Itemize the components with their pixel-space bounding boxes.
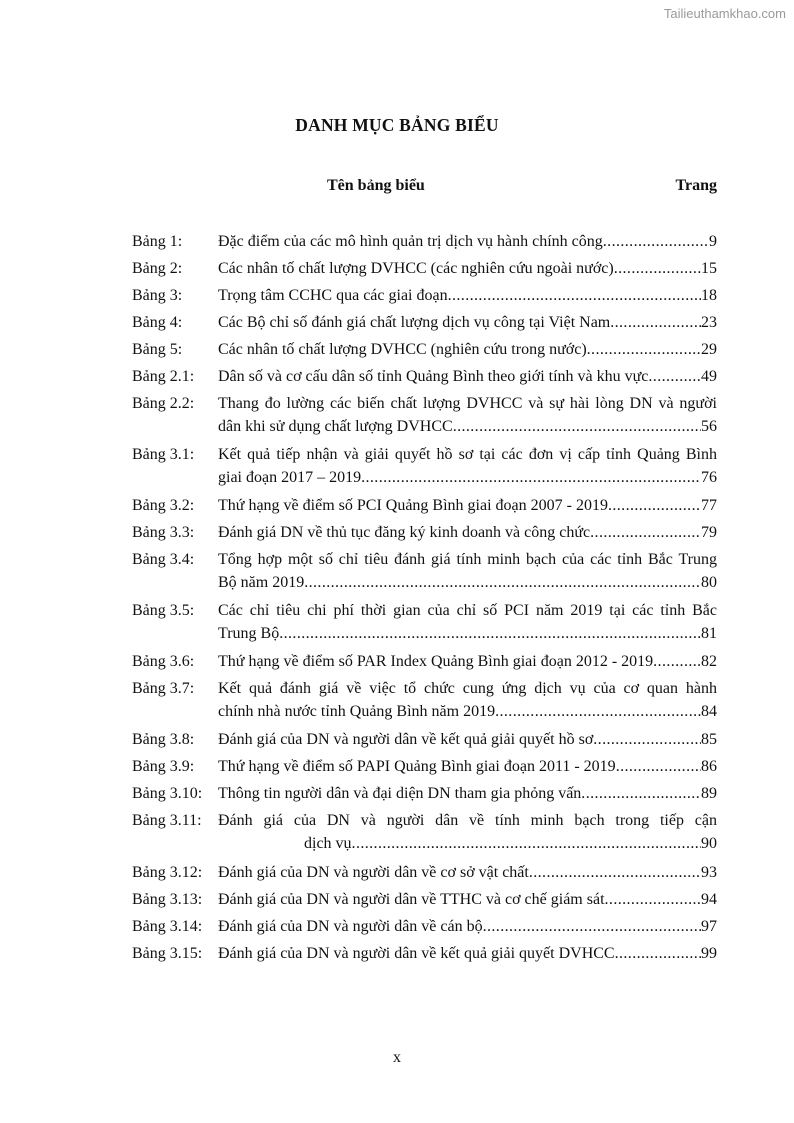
table-label: Bảng 3.6: (132, 653, 195, 671)
table-list-item[interactable] (132, 600, 717, 645)
table-title (218, 339, 717, 362)
table-title-line: Các chỉ tiêu chi phí thời gian của chỉ số PCI năm 2019 tại các tỉnh Bắc (218, 602, 717, 620)
table-label: Bảng 3.3: (132, 524, 195, 542)
table-list-item[interactable] (132, 756, 717, 779)
table-title (218, 444, 717, 489)
table-title-last-line: Đánh giá của DN và người dân về cán bộ (218, 917, 483, 935)
table-title-last-line: Thứ hạng về điểm số PAR Index Quảng Bình giai đoạn 2012 - 2019 (218, 653, 654, 671)
table-title (218, 549, 717, 594)
table-list-item[interactable] (132, 339, 717, 362)
page-ref[interactable]: 49 (701, 368, 717, 385)
table-title-last-line: Trọng tâm CCHC qua các giai đoạn (218, 287, 448, 304)
page-ref[interactable]: 56 (701, 417, 717, 435)
table-title (218, 678, 717, 723)
table-label: Bảng 3.4: (132, 551, 195, 569)
page-ref[interactable]: 82 (701, 653, 717, 671)
page-ref[interactable]: 97 (701, 917, 717, 935)
page-ref[interactable]: 90 (701, 835, 717, 853)
table-title (218, 285, 717, 308)
table-list-item[interactable] (132, 862, 717, 885)
table-list-item[interactable] (132, 889, 717, 912)
page-ref[interactable]: 86 (701, 758, 717, 776)
table-label: Bảng 2.1: (132, 368, 195, 385)
page-ref[interactable]: 29 (701, 341, 717, 358)
table-title-last-line: Đánh giá của DN và người dân về kết quả giải quyết DVHCC (218, 944, 615, 962)
table-label: Bảng 3.5: (132, 602, 195, 620)
table-title-line: Kết quả đánh giá về việc tổ chức cung ứng dịch vụ của cơ quan hành (218, 680, 717, 698)
table-label: Bảng 3.7: (132, 680, 195, 698)
table-title-last-line: Các Bộ chỉ số đánh giá chất lượng dịch vụ công tại Việt Nam (218, 314, 611, 331)
table-title (218, 258, 717, 281)
table-list-item[interactable] (132, 522, 717, 545)
table-label: Bảng 3: (132, 287, 183, 304)
column-header-name: Tên bảng biểu (327, 177, 425, 194)
page-ref[interactable]: 9 (709, 233, 717, 250)
table-title-last-line: Dân số và cơ cấu dân số tỉnh Quảng Bình theo giới tính và khu vực (218, 368, 649, 385)
dot-leader (495, 701, 701, 724)
table-label: Bảng 3.14: (132, 917, 203, 935)
table-title (218, 231, 717, 254)
table-title-last-line: Đánh giá của DN và người dân về TTHC và cơ chế giám sát (218, 890, 605, 908)
table-title (218, 495, 717, 518)
table-title (218, 810, 717, 855)
dot-leader (614, 258, 701, 281)
page-ref[interactable]: 93 (701, 863, 717, 881)
table-list-item[interactable] (132, 495, 717, 518)
table-title-last-line: dân khi sử dụng chất lượng DVHCC (218, 417, 453, 435)
table-title (218, 312, 717, 335)
table-title-last-line: dịch vụ (304, 835, 352, 853)
table-list-item[interactable] (132, 285, 717, 308)
table-label: Bảng 3.1: (132, 446, 195, 464)
page-ref[interactable]: 94 (701, 890, 717, 908)
dot-leader (448, 285, 701, 308)
table-list (132, 231, 717, 970)
table-title (218, 600, 717, 645)
table-label: Bảng 5: (132, 341, 183, 358)
table-title-last-line: Trung Bộ (218, 624, 280, 642)
table-title (218, 756, 717, 779)
dot-leader (483, 916, 701, 939)
table-label: Bảng 3.12: (132, 863, 203, 881)
table-title-last-line: Đánh giá của DN và người dân về cơ sở vật chất (218, 863, 529, 881)
page-ref[interactable]: 84 (701, 703, 717, 721)
table-list-item[interactable] (132, 916, 717, 939)
page-ref[interactable]: 85 (701, 731, 717, 749)
table-list-item[interactable] (132, 729, 717, 752)
table-title-last-line: Đặc điểm của các mô hình quản trị dịch vụ hành chính công (218, 233, 603, 250)
dot-leader (529, 862, 701, 885)
table-title-line: Tổng hợp một số chỉ tiêu đánh giá tính minh bạch của các tỉnh Bắc Trung (218, 551, 717, 569)
table-title-last-line: Các nhân tố chất lượng DVHCC (nghiên cứu trong nước) (218, 341, 587, 358)
table-title-line: Thang đo lường các biến chất lượng DVHCC và sự hài lòng DN và người (218, 395, 717, 412)
table-title (218, 943, 717, 966)
dot-leader (304, 572, 701, 595)
page-ref[interactable]: 79 (701, 524, 717, 542)
table-title-last-line: chính nhà nước tỉnh Quảng Bình năm 2019 (218, 703, 496, 721)
table-title-last-line: Thứ hạng về điểm số PAPI Quảng Bình giai đoạn 2011 - 2019 (218, 758, 616, 776)
page-ref[interactable]: 80 (701, 573, 717, 591)
table-title (218, 916, 717, 939)
table-label: Bảng 3.8: (132, 731, 195, 749)
table-list-item[interactable] (132, 810, 717, 855)
table-label: Bảng 2: (132, 260, 183, 277)
table-title (218, 522, 717, 545)
table-title (218, 393, 717, 438)
dot-leader (361, 467, 701, 490)
page-ref[interactable]: 99 (701, 944, 717, 962)
table-label: Bảng 3.2: (132, 497, 195, 515)
dot-leader (616, 756, 701, 779)
dot-leader (453, 416, 701, 439)
column-header-page: Trang (675, 177, 717, 194)
table-label: Bảng 3.10: (132, 785, 203, 803)
table-list-item[interactable] (132, 444, 717, 489)
dot-leader (352, 833, 701, 856)
watermark-text: Tailieuthamkhao.com (663, 6, 786, 21)
table-title-last-line: Đánh giá của DN và người dân về kết quả giải quyết hồ sơ (218, 731, 594, 749)
table-label: Bảng 3.11: (132, 812, 202, 830)
page-ref[interactable]: 77 (701, 497, 717, 515)
page-ref[interactable]: 15 (701, 260, 717, 277)
table-title (218, 651, 717, 674)
page-ref[interactable]: 76 (701, 468, 717, 486)
table-title-last-line: Các nhân tố chất lượng DVHCC (các nghiên cứu ngoài nước) (218, 260, 614, 277)
table-title (218, 862, 717, 885)
table-title-last-line: giai đoạn 2017 – 2019 (218, 468, 362, 486)
table-list-item[interactable] (132, 549, 717, 594)
table-list-item[interactable] (132, 231, 717, 254)
page-ref[interactable]: 23 (701, 314, 717, 331)
dot-leader (587, 339, 701, 362)
table-list-item[interactable] (132, 312, 717, 335)
table-title (218, 729, 717, 752)
table-list-item[interactable] (132, 366, 717, 389)
table-title (218, 366, 717, 389)
dot-leader (648, 366, 701, 389)
dot-leader (603, 231, 709, 254)
table-label: Bảng 3.15: (132, 944, 203, 962)
dot-leader (593, 729, 701, 752)
table-list-item[interactable] (132, 393, 717, 438)
page-ref[interactable]: 89 (701, 785, 717, 803)
dot-leader (279, 623, 701, 646)
dot-leader (615, 943, 701, 966)
dot-leader (590, 522, 701, 545)
table-label: Bảng 4: (132, 314, 183, 331)
table-list-item[interactable] (132, 943, 717, 966)
table-title-last-line: Thứ hạng về điểm số PCI Quảng Bình giai đoạn 2007 - 2019 (218, 497, 608, 515)
table-title-line: Đánh giá của DN và người dân về tính minh bạch trong tiếp cận (218, 812, 717, 830)
table-title-line: Kết quả tiếp nhận và giải quyết hồ sơ tại các đơn vị cấp tỉnh Quảng Bình (218, 446, 717, 464)
table-list-item[interactable] (132, 651, 717, 674)
table-label: Bảng 1: (132, 233, 183, 250)
table-title-last-line: Thông tin người dân và đại diện DN tham gia phỏng vấn (218, 785, 582, 803)
dot-leader (653, 651, 701, 674)
page-number: x (393, 1049, 401, 1066)
dot-leader (608, 495, 701, 518)
page-title: DANH MỤC BẢNG BIỂU (295, 115, 499, 135)
page-ref[interactable]: 18 (701, 287, 717, 304)
table-title (218, 889, 717, 912)
table-title-last-line: Đánh giá DN về thủ tục đăng ký kinh doanh và công chức (218, 524, 591, 542)
table-title (218, 783, 717, 806)
table-list-item[interactable] (132, 678, 717, 723)
table-list-item[interactable] (132, 258, 717, 281)
table-label: Bảng 3.9: (132, 758, 195, 776)
table-label: Bảng 3.13: (132, 890, 203, 908)
table-title-last-line: Bộ năm 2019 (218, 573, 305, 591)
table-list-item[interactable] (132, 783, 717, 806)
dot-leader (581, 783, 701, 806)
table-label: Bảng 2.2: (132, 395, 195, 412)
page-ref[interactable]: 81 (701, 624, 717, 642)
dot-leader (605, 889, 701, 912)
dot-leader (610, 312, 701, 335)
